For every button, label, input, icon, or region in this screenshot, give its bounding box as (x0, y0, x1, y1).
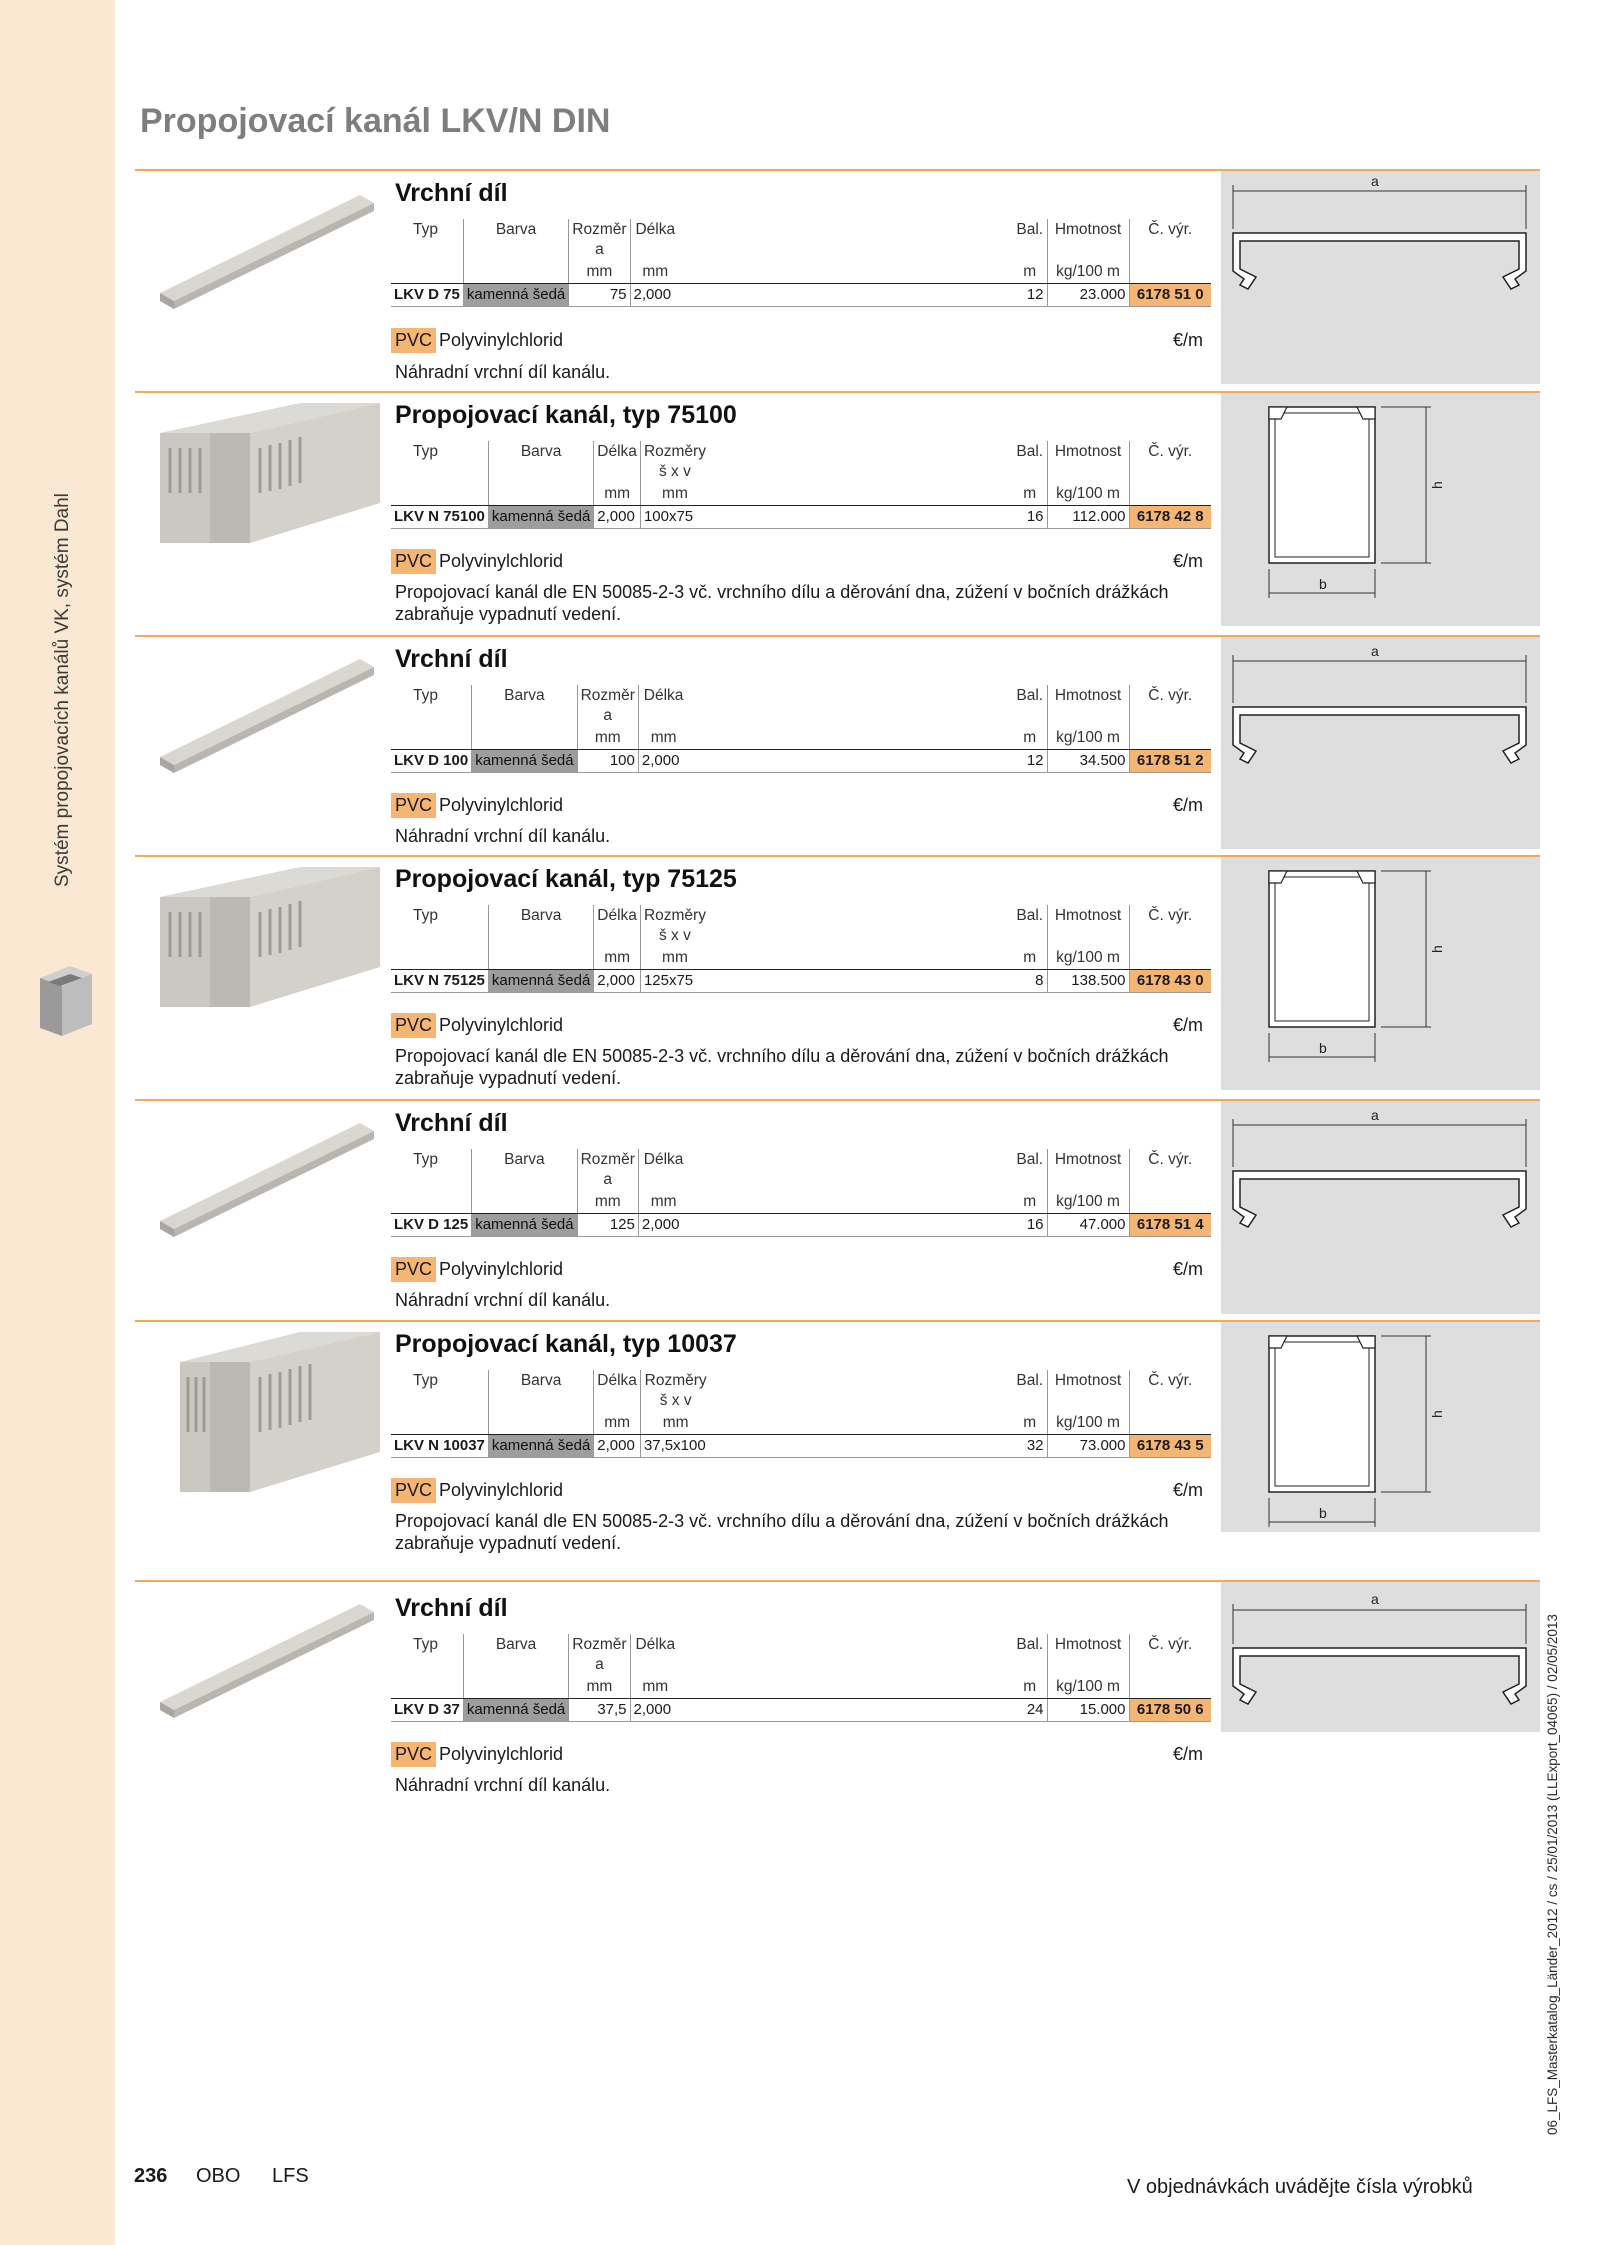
header-art: Č. výr. (1129, 1370, 1211, 1412)
cell-bal: 16 (1013, 1214, 1047, 1237)
header-bal: Bal. (1016, 687, 1044, 704)
header-art: Č. výr. (1129, 441, 1211, 483)
header-bal: Bal. (1016, 1636, 1044, 1653)
material-badge: PVC (391, 549, 436, 574)
cell-hmotnost: 34.500 (1047, 750, 1129, 773)
header-typ: Typ (413, 443, 438, 460)
cell-rozmery: 37,5x100 (640, 1435, 710, 1458)
header-rozmer-sub: a (595, 1656, 604, 1673)
product-section (135, 1320, 1540, 1578)
cell-barva: kamenná šedá (488, 970, 593, 993)
header-typ: Typ (413, 221, 438, 238)
price-unit: €/m (1172, 1015, 1203, 1035)
header-delka: Délka (638, 685, 688, 727)
cell-bal: 8 (1013, 970, 1047, 993)
header-rozmery-sub: š x v (659, 927, 691, 944)
unit-mm: mm (638, 1191, 688, 1214)
header-barva: Barva (488, 441, 593, 483)
header-hmotnost: Hmotnost (1047, 685, 1129, 727)
cell-bal: 12 (1013, 750, 1047, 773)
unit-m: m (1013, 727, 1047, 750)
unit-mm: mm (594, 947, 641, 970)
footer-note: V objednávkách uvádějte čísla výrobků (1127, 2176, 1473, 2198)
header-bal: Bal. (1016, 907, 1044, 924)
price-unit: €/m (1172, 1259, 1203, 1279)
cell-typ: LKV D 37 (391, 1699, 463, 1722)
unit-mm: mm (640, 483, 709, 506)
section-description: Náhradní vrchní díl kanálu. (395, 362, 611, 382)
cell-typ: LKV D 75 (391, 284, 463, 307)
header-hmotnost: Hmotnost (1047, 1149, 1129, 1191)
cell-rozmery: 125x75 (640, 970, 709, 993)
cover-photo (150, 181, 380, 321)
cover-drawing (1221, 171, 1540, 384)
cell-bal: 24 (1013, 1699, 1047, 1722)
cell-barva: kamenná šedá (472, 1214, 577, 1237)
unit-mm: mm (638, 727, 688, 750)
page-title: Propojovací kanál LKV/N DIN (140, 102, 611, 140)
header-delka: Délka (638, 1149, 688, 1191)
table-row (391, 1214, 1211, 1237)
section-heading: Vrchní díl (395, 179, 508, 207)
cell-art: 6178 51 2 (1129, 750, 1211, 773)
header-art: Č. výr. (1129, 1149, 1211, 1191)
material-row (391, 1478, 1211, 1506)
material-row (391, 549, 1211, 577)
spec-table (391, 1634, 1211, 1722)
cover-photo (150, 1590, 380, 1730)
cell-typ: LKV N 75125 (391, 970, 488, 993)
cell-barva: kamenná šedá (472, 750, 577, 773)
material-row (391, 1013, 1211, 1041)
header-rozmer (569, 219, 630, 261)
cell-delka: 2,000 (638, 1214, 688, 1237)
header-delka: Délka (594, 441, 641, 483)
cell-delka: 2,000 (638, 750, 688, 773)
cell-bal: 32 (1013, 1435, 1047, 1458)
price-unit: €/m (1172, 1480, 1203, 1500)
header-rozmer-sub: a (603, 707, 613, 724)
material-badge: PVC (391, 328, 436, 353)
unit-mm: mm (594, 1412, 641, 1435)
cell-bal: 16 (1013, 506, 1047, 529)
unit-mm: mm (594, 483, 641, 506)
material-name: Polyvinylchlorid (439, 1480, 564, 1500)
material-name: Polyvinylchlorid (439, 330, 564, 350)
header-hmotnost: Hmotnost (1047, 219, 1129, 261)
section-heading: Propojovací kanál, typ 10037 (395, 1330, 737, 1358)
unit-m: m (1013, 1191, 1047, 1214)
dim-b-label: b (1319, 1505, 1327, 1521)
header-rozmer-sub: a (595, 241, 604, 258)
dim-h-label: h (1429, 481, 1445, 489)
header-rozmery-label: Rozměry (643, 443, 706, 460)
dim-h-label: h (1429, 945, 1445, 953)
spec-table (391, 905, 1211, 993)
header-hmotnost: Hmotnost (1047, 905, 1129, 947)
header-barva: Barva (488, 905, 593, 947)
header-hmotnost: Hmotnost (1047, 1634, 1129, 1676)
table-row (391, 1435, 1211, 1458)
cell-rozmer: 75 (569, 284, 630, 307)
product-section (135, 1580, 1540, 1810)
product-section (135, 855, 1540, 1100)
header-rozmery (640, 905, 709, 947)
material-name: Polyvinylchlorid (439, 551, 564, 571)
material-name: Polyvinylchlorid (439, 1744, 564, 1764)
header-bal: Bal. (1016, 221, 1044, 238)
cell-typ: LKV N 75100 (391, 506, 488, 529)
channel-icon (30, 958, 100, 1038)
product-section (135, 169, 1540, 386)
unit-kg: kg/100 m (1047, 1412, 1129, 1435)
unit-m: m (1013, 483, 1047, 506)
side-label: Systém propojovacích kanálů VK, systém Dahl (52, 493, 73, 887)
header-hmotnost: Hmotnost (1047, 1370, 1129, 1412)
price-unit: €/m (1172, 1744, 1203, 1764)
product-section (135, 1099, 1540, 1316)
unit-m: m (1013, 261, 1047, 284)
material-row (391, 1257, 1211, 1285)
header-barva: Barva (463, 1634, 568, 1676)
header-rozmery-sub: š x v (659, 463, 691, 480)
cell-art: 6178 51 0 (1129, 284, 1211, 307)
material-badge: PVC (391, 1742, 436, 1767)
header-bal: Bal. (1016, 443, 1044, 460)
dim-a-label: a (1371, 173, 1379, 189)
cell-delka: 2,000 (630, 1699, 680, 1722)
cover-drawing (1221, 1582, 1540, 1732)
section-heading: Propojovací kanál, typ 75100 (395, 401, 737, 429)
header-rozmer (569, 1634, 630, 1676)
unit-kg: kg/100 m (1047, 261, 1129, 284)
header-bal: Bal. (1016, 1372, 1044, 1389)
header-typ: Typ (413, 1151, 438, 1168)
channel-photo (150, 1322, 380, 1502)
unit-mm: mm (577, 727, 638, 750)
section-description: Náhradní vrchní díl kanálu. (395, 826, 611, 846)
cell-hmotnost: 23.000 (1047, 284, 1129, 307)
header-delka: Délka (630, 1634, 680, 1676)
header-delka: Délka (594, 905, 641, 947)
cell-delka: 2,000 (630, 284, 680, 307)
product-section (135, 391, 1540, 636)
cell-delka: 2,000 (594, 970, 641, 993)
section-description: Náhradní vrchní díl kanálu. (395, 1290, 611, 1310)
section-description: Propojovací kanál dle EN 50085-2-3 vč. vrchního dílu a děrování dna, zúžení v bočních drážkách zabraňuje vypadnutí vedení. (395, 582, 1169, 624)
table-row (391, 506, 1211, 529)
cover-drawing (1221, 1101, 1540, 1314)
cell-rozmer: 37,5 (569, 1699, 630, 1722)
cell-delka: 2,000 (594, 506, 641, 529)
header-typ: Typ (413, 907, 438, 924)
unit-kg: kg/100 m (1047, 727, 1129, 750)
spec-table (391, 1370, 1211, 1458)
material-name: Polyvinylchlorid (439, 1259, 564, 1279)
cell-barva: kamenná šedá (488, 1435, 593, 1458)
material-badge: PVC (391, 793, 436, 818)
price-unit: €/m (1172, 551, 1203, 571)
header-rozmer-sub: a (603, 1171, 613, 1188)
cell-art: 6178 50 6 (1129, 1699, 1211, 1722)
cell-delka: 2,000 (594, 1435, 641, 1458)
material-badge: PVC (391, 1013, 436, 1038)
unit-m: m (1013, 1412, 1047, 1435)
section-heading: Vrchní díl (395, 645, 508, 673)
unit-kg: kg/100 m (1047, 947, 1129, 970)
header-barva: Barva (488, 1370, 593, 1412)
cover-photo (150, 1109, 380, 1249)
cell-art: 6178 51 4 (1129, 1214, 1211, 1237)
unit-mm: mm (577, 1191, 638, 1214)
cell-hmotnost: 15.000 (1047, 1699, 1129, 1722)
spec-table (391, 219, 1211, 307)
section-heading: Vrchní díl (395, 1109, 508, 1137)
channel-photo (150, 857, 380, 1017)
cell-art: 6178 42 8 (1129, 506, 1211, 529)
dim-a-label: a (1371, 1591, 1379, 1607)
dim-h-label: h (1429, 1410, 1445, 1418)
brand-name: OBO (196, 2165, 241, 2187)
material-badge: PVC (391, 1478, 436, 1503)
spec-table (391, 685, 1211, 773)
dim-a-label: a (1371, 643, 1379, 659)
price-unit: €/m (1172, 795, 1203, 815)
cell-typ: LKV N 10037 (391, 1435, 488, 1458)
section-description: Propojovací kanál dle EN 50085-2-3 vč. vrchního dílu a děrování dna, zúžení v bočních drážkách zabraňuje vypadnutí vedení. (395, 1046, 1169, 1088)
unit-m: m (1013, 947, 1047, 970)
header-rozmer (577, 1149, 638, 1191)
dim-a-label: a (1371, 1107, 1379, 1123)
unit-mm: mm (569, 261, 630, 284)
unit-mm: mm (569, 1676, 630, 1699)
material-row (391, 793, 1211, 821)
cell-barva: kamenná šedá (463, 1699, 568, 1722)
cell-barva: kamenná šedá (463, 284, 568, 307)
channel-drawing (1221, 393, 1540, 626)
dim-b-label: b (1319, 576, 1327, 592)
header-art: Č. výr. (1129, 905, 1211, 947)
unit-kg: kg/100 m (1047, 1191, 1129, 1214)
product-section (135, 635, 1540, 850)
cell-typ: LKV D 125 (391, 1214, 472, 1237)
dim-b-label: b (1319, 1040, 1327, 1056)
header-rozmer-label: Rozměr (580, 1151, 635, 1168)
cell-rozmer: 125 (577, 1214, 638, 1237)
header-rozmery-label: Rozměry (644, 1372, 707, 1389)
cover-photo (150, 645, 380, 785)
header-typ: Typ (413, 1372, 438, 1389)
header-hmotnost: Hmotnost (1047, 441, 1129, 483)
unit-kg: kg/100 m (1047, 1676, 1129, 1699)
spec-table (391, 441, 1211, 529)
channel-photo (150, 393, 380, 553)
header-rozmery (640, 1370, 710, 1412)
section-heading: Vrchní díl (395, 1594, 508, 1622)
header-barva: Barva (472, 685, 577, 727)
header-delka: Délka (594, 1370, 641, 1412)
unit-mm: mm (640, 947, 709, 970)
material-row (391, 1742, 1211, 1770)
header-delka: Délka (630, 219, 680, 261)
header-rozmer-label: Rozměr (580, 687, 635, 704)
material-name: Polyvinylchlorid (439, 795, 564, 815)
table-row (391, 284, 1211, 307)
material-row (391, 328, 1211, 356)
price-unit: €/m (1172, 330, 1203, 350)
header-typ: Typ (413, 687, 438, 704)
side-strip (0, 0, 115, 2245)
series-name: LFS (272, 2165, 309, 2187)
cell-rozmer: 100 (577, 750, 638, 773)
table-row (391, 1699, 1211, 1722)
header-rozmer-label: Rozměr (572, 221, 627, 238)
cell-bal: 12 (1013, 284, 1047, 307)
unit-m: m (1013, 1676, 1047, 1699)
cell-hmotnost: 47.000 (1047, 1214, 1129, 1237)
section-heading: Propojovací kanál, typ 75125 (395, 865, 737, 893)
material-name: Polyvinylchlorid (439, 1015, 564, 1035)
header-rozmery (640, 441, 709, 483)
cell-rozmery: 100x75 (640, 506, 709, 529)
header-rozmer-label: Rozměr (572, 1636, 627, 1653)
cell-hmotnost: 73.000 (1047, 1435, 1129, 1458)
table-row (391, 750, 1211, 773)
section-description: Propojovací kanál dle EN 50085-2-3 vč. vrchního dílu a děrování dna, zúžení v bočních drážkách zabraňuje vypadnutí vedení. (395, 1511, 1169, 1553)
header-rozmery-label: Rozměry (643, 907, 706, 924)
header-bal: Bal. (1016, 1151, 1044, 1168)
spec-table (391, 1149, 1211, 1237)
channel-drawing (1221, 857, 1540, 1090)
page-number: 236 (134, 2165, 168, 2187)
cell-barva: kamenná šedá (488, 506, 593, 529)
channel-drawing (1221, 1322, 1540, 1532)
material-badge: PVC (391, 1257, 436, 1282)
header-barva: Barva (463, 219, 568, 261)
cell-art: 6178 43 0 (1129, 970, 1211, 993)
unit-kg: kg/100 m (1047, 483, 1129, 506)
section-description: Náhradní vrchní díl kanálu. (395, 1775, 611, 1795)
cell-hmotnost: 138.500 (1047, 970, 1129, 993)
header-typ: Typ (413, 1636, 438, 1653)
cell-hmotnost: 112.000 (1047, 506, 1129, 529)
footer-code: 06_LFS_Masterkatalog_Länder_2012 / cs / 25/01/2013 (LLExport_04065) / 02/05/2013 (1545, 1614, 1560, 2135)
header-rozmery-sub: š x v (659, 1392, 692, 1409)
header-barva: Barva (472, 1149, 577, 1191)
header-art: Č. výr. (1129, 685, 1211, 727)
unit-mm: mm (640, 1412, 710, 1435)
header-rozmer (577, 685, 638, 727)
cell-typ: LKV D 100 (391, 750, 472, 773)
header-art: Č. výr. (1129, 1634, 1211, 1676)
cell-art: 6178 43 5 (1129, 1435, 1211, 1458)
header-art: Č. výr. (1129, 219, 1211, 261)
unit-mm: mm (630, 1676, 680, 1699)
unit-mm: mm (630, 261, 680, 284)
table-row (391, 970, 1211, 993)
cover-drawing (1221, 637, 1540, 849)
